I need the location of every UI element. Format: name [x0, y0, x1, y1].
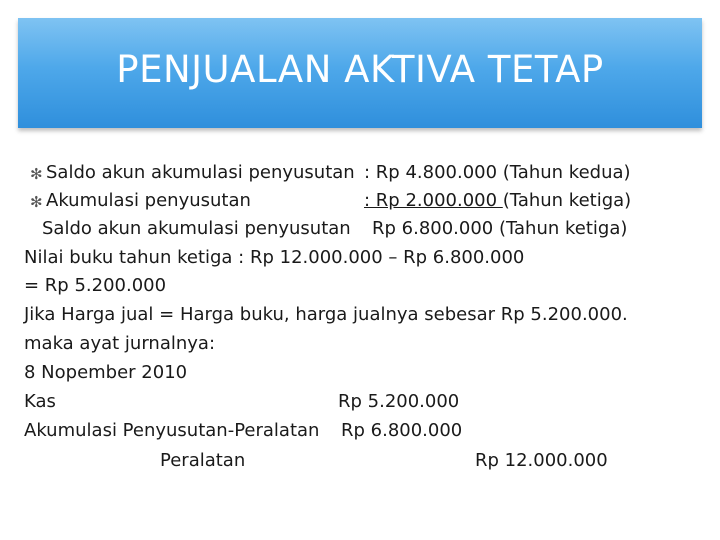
line-3-value: Rp 6.800.000 (Tahun ketiga): [372, 218, 628, 239]
asterisk-icon: ✻: [30, 193, 43, 211]
line-7: maka ayat jurnalnya:: [24, 333, 216, 354]
bullet-2-value-rest: (Tahun ketiga): [502, 190, 632, 211]
journal-debit: Rp 5.200.000: [338, 391, 460, 412]
asterisk-icon: ✻: [30, 165, 43, 183]
journal-account: Kas: [24, 391, 56, 412]
bullet-2-label: Akumulasi penyusutan: [46, 190, 251, 211]
journal-account: Peralatan: [160, 450, 246, 471]
bullet-1-label: Saldo akun akumulasi penyusutan: [46, 162, 355, 183]
line-3-label: Saldo akun akumulasi penyusutan: [42, 218, 351, 239]
slide-title: PENJUALAN AKTIVA TETAP: [116, 48, 604, 91]
line-6: Jika Harga jual = Harga buku, harga jualnya sebesar Rp 5.200.000.: [24, 304, 628, 325]
journal-credit: Rp 12.000.000: [475, 450, 608, 471]
journal-account: Akumulasi Penyusutan-Peralatan: [24, 420, 320, 441]
journal-debit: Rp 6.800.000: [341, 420, 463, 441]
line-8: 8 Nopember 2010: [24, 362, 188, 383]
line-5: = Rp 5.200.000: [24, 275, 167, 296]
bullet-1-value: : Rp 4.800.000 (Tahun kedua): [364, 162, 631, 183]
bullet-2-value: [364, 192, 631, 210]
bullet-2-value-underlined: : Rp 2.000.000: [364, 190, 503, 211]
title-banner: [18, 18, 702, 128]
line-4: Nilai buku tahun ketiga : Rp 12.000.000 – Rp 6.800.000: [24, 247, 525, 268]
